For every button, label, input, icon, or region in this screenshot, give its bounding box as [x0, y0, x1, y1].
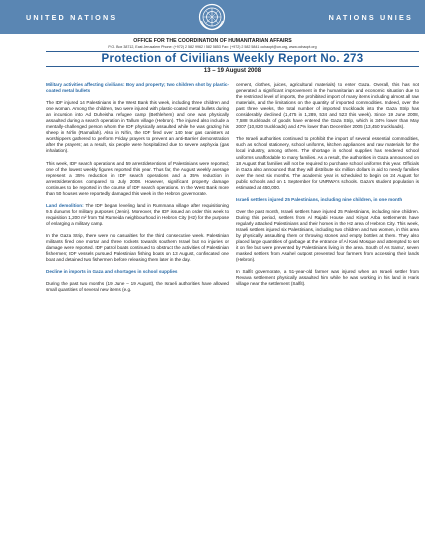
paragraph: In Salfit governorate, a 51-year-old farmer was injured when an Israeli settler from Revava settlement physically assaulted him while he was working in his land in Haris village near the settlement (Salfit).: [236, 269, 419, 287]
paragraph-text: The IDF began leveling land in Rummana village after requisitioning 9.5 dunums for military purposes (Jenin). Moreover, the IDF issued an order this week to requisition 1,200 m² from Tal Rumeida neighbourhood in Hebron City (H2) for the purpose of enlarging a military camp.: [46, 202, 229, 226]
column-right: [236, 82, 419, 293]
paragraph: In the Gaza Strip, there were no casualties for the third consecutive week. Palestinian militants fired one mortar and three rockets towards southern Israel but no injuries or damage were reported. IDF patrol boats continued to obstruct the activities of Palestinian fishermen; IDF vessels pursued Palestinian fishing boats on 13 August, confiscated one boat and detained two fishermen before releasing them later in the day.: [46, 232, 229, 263]
un-banner: [0, 0, 425, 34]
section-heading: Israeli settlers injured 25 Palestinians, including nine children, in one month: [236, 196, 403, 202]
paragraph: Over the past month, Israeli settlers have injured 25 Palestinians, including nine children. During this period, settlers from Al Rajabi House and Kiryat Arba settlements have regularly attacked Palestinians and their homes in the H2 area of Hebron City. This week, Israeli settlers injured six Palestinians, including two children and two women, in this area by physically assaulting them or throwing stones and empty bottles at them. They also placed large quantities of garbage at the entrance of Al Kasi Mosque and attempted to set it on fire but were prevented by Palestinians living in the area. South of As Samu', seven masked settlers from Asahel outpost prevented four farmers from accessing their lands (Hebron).: [236, 208, 419, 263]
paragraph: The Israeli authorities continued to prohibit the import of several essential commodities, such as school stationery, school uniforms, kitchen appliances and raw materials for the local industry, among others. The shortage in school supplies has rendered school uniforms unaffordable to many families. As a result, the authorities in Gaza announced on 18 August that families will not be required to purchase school uniforms this year. Officials in Gaza also announced that they will distribute six million dollars in aid to needy families over the next six months. The academic year is scheduled to begin on 24 August for public schools and on 1 September for UNRWA's schools. Gaza's student population is estimated at 450,000.: [236, 136, 419, 190]
paragraph: During the past two months (19 June – 19 August), the Israeli authorities have allowed small quantities of several new items (e.g.: [46, 281, 229, 293]
office-name: OFFICE FOR THE COORDINATION OF HUMANITARIAN AFFAIRS: [133, 38, 292, 44]
title-rule-bottom: [46, 66, 419, 67]
section-heading: Military activities affecting civilians: Boy and property; two children shot by plastic-coated metal bullets: [46, 82, 229, 94]
paragraph: [46, 203, 229, 227]
section-heading: Decline in imports in Gaza and shortages in school supplies: [46, 269, 178, 275]
report-date-range: 13 – 19 August 2008: [203, 68, 262, 74]
org-name-french: NATIONS UNIES: [328, 13, 413, 22]
inline-label: Land demolition:: [46, 202, 84, 208]
un-emblem-icon: [198, 3, 226, 31]
paragraph: The IDF injured 14 Palestinians in the West Bank this week, including three children and one woman. Among the children, two were injured with plastic-coated metal bullets during an incursion into Ad Duheisha refugee camp (Bethlehem) and one was physically assaulted during a search operation in Tallum village (Hebron). The injured also include a mentally-challenged person whom the IDF physically assaulted while he was grazing his sheep in Ni'lin (Ramallah). Also in Ni'lin, the IDF fired over 140 tear gas canisters at worshippers gathered to perform Friday prayers to prevent an anti-Barrier demonstration after the prayers; as a result, six people were hospitalized due to severe asphyxia (gas inhalation).: [46, 100, 229, 154]
paragraph: This week, IDF search operations and 59 arrest/detentions of Palestinians were reported; one of the lowest weekly figures reported this year. Thus far, the August weekly average represent a 35% reduction in IDF search operations and a 35% reduction in arrests/detentions compared to July 2008. However, significant property damage continues to be reported in the course of IDF search operations. In the West Bank more than 50 houses were reportedly damaged this week in the Hebron governorate.: [46, 160, 229, 196]
title-rule-top: [46, 51, 419, 52]
org-name-english: UNITED NATIONS: [26, 13, 118, 22]
office-address: P.O. Box 38712, East Jerusalem Phone: (+972) 2 582 9962 / 582 5853 Fax: (+972) 2 582 5841 ochaopt@un.org, www.ochaopt.org: [108, 45, 317, 49]
column-left: [46, 82, 229, 299]
report-title: Protection of Civilians Weekly Report No. 273: [101, 53, 364, 65]
paragraph: cement, clothes, juices, agricultural materials) to enter Gaza. Overall, this has not generated a significant improvement in the humanitarian and economic situation due to the restricted level of imports, the prohibited import of many items including almost all raw materials, and the limitations on the quantity of imported commodities. Indeed, over the past three weeks, the total number of imported truckloads into the Gaza Strip has considerably declined (1,475 in 1,289, 534 and 523 this week). Since 19 June 2008, 7,588 truckloads of goods have entered the Gaza Strip, which is 34% lower than May 2007 (10,820 truckloads) and 47% lower than December 2005 (13,450 truckloads).: [236, 82, 419, 130]
